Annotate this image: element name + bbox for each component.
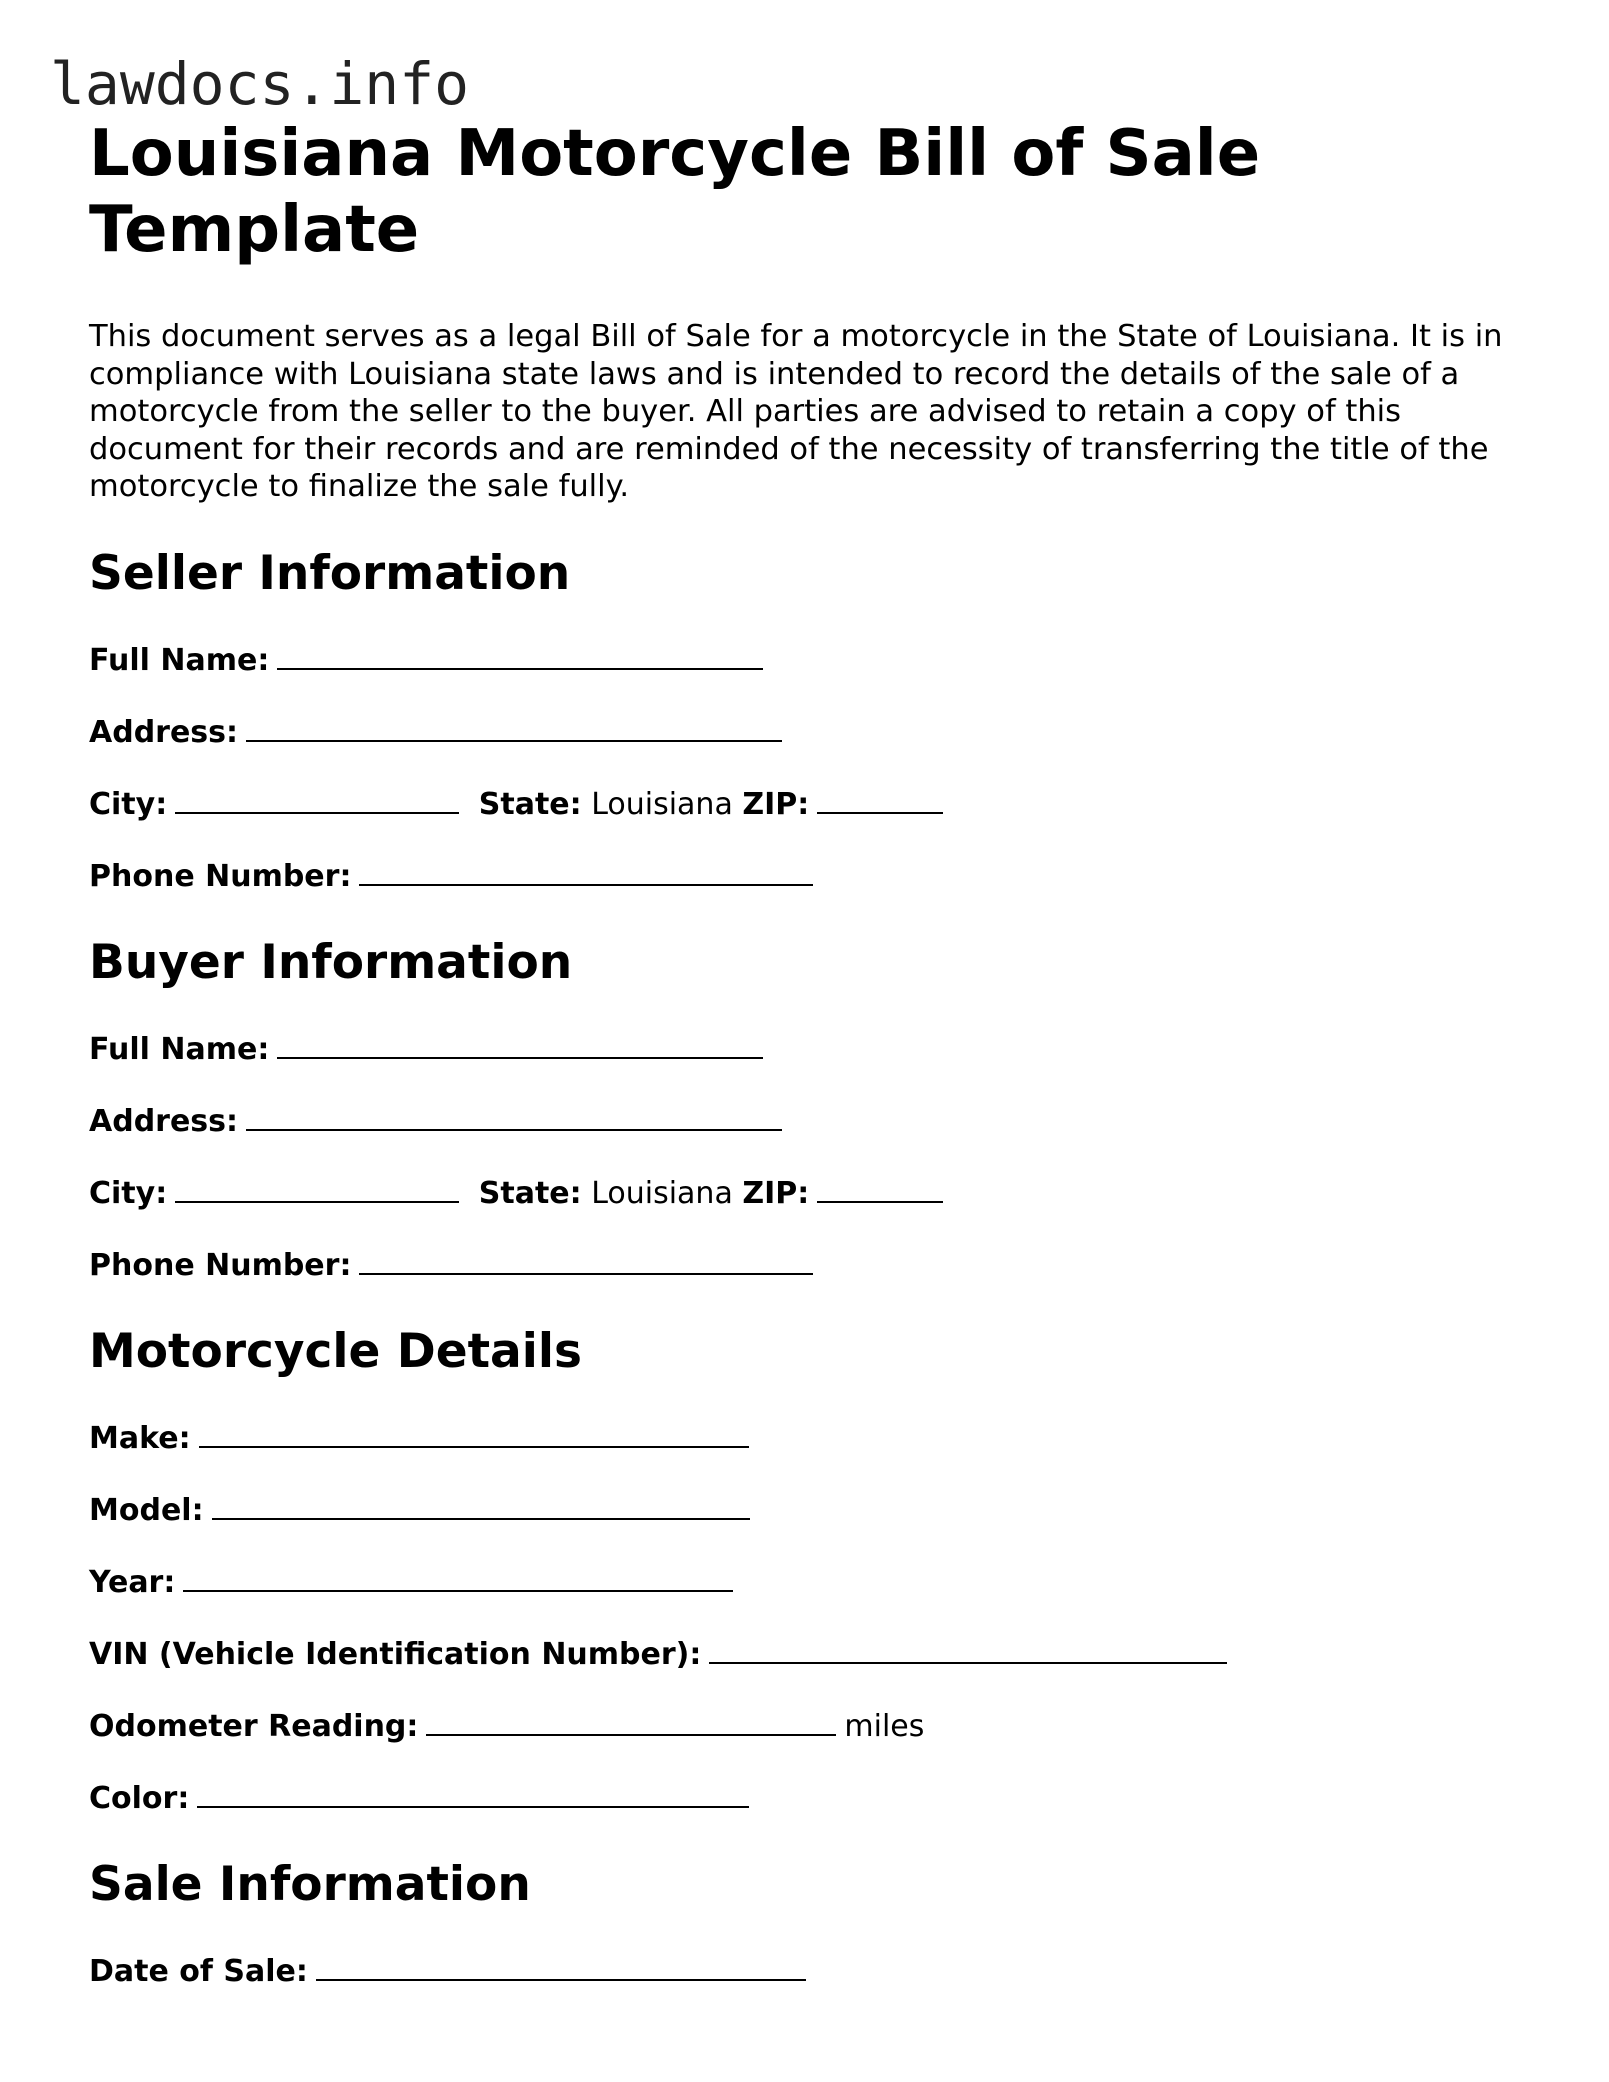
- make-blank[interactable]: [199, 1418, 749, 1448]
- motorcycle-heading: Motorcycle Details: [89, 1323, 582, 1379]
- seller-city-label: City:: [89, 786, 168, 822]
- odometer-field: [89, 1706, 1529, 1745]
- buyer-city-state-zip-field: [89, 1173, 1529, 1212]
- color-blank[interactable]: [197, 1778, 749, 1808]
- buyer-phone-blank[interactable]: [359, 1245, 813, 1275]
- seller-heading: Seller Information: [89, 545, 571, 601]
- sale-heading: Sale Information: [89, 1856, 531, 1912]
- buyer-state-value: Louisiana: [591, 1175, 733, 1211]
- buyer-full-name-field: [89, 1029, 1529, 1068]
- seller-address-label: Address:: [89, 714, 239, 750]
- seller-state-value: Louisiana: [591, 786, 733, 822]
- buyer-full-name-label: Full Name:: [89, 1031, 270, 1067]
- seller-full-name-blank[interactable]: [277, 640, 763, 670]
- intro-paragraph: This document serves as a legal Bill of Sale for a motorcycle in the State of Louisiana. It is in compliance with Louisiana state laws and is intended to record the details of the sale of a motorcycle from the seller to the buyer. All parties are advised to retain a copy of this document for their records and are reminded of the necessity of transferring the title of the motorcycle to finalize the sale fully.: [89, 319, 1503, 504]
- buyer-zip-blank[interactable]: [817, 1173, 943, 1203]
- model-field: [89, 1490, 1529, 1529]
- buyer-heading: Buyer Information: [89, 934, 573, 990]
- buyer-full-name-blank[interactable]: [277, 1029, 763, 1059]
- date-of-sale-label: Date of Sale:: [89, 1953, 308, 1989]
- document-title: Louisiana Motorcycle Bill of Sale Template: [89, 117, 1261, 267]
- year-field: [89, 1562, 1529, 1601]
- buyer-city-label: City:: [89, 1175, 168, 1211]
- vin-blank[interactable]: [709, 1634, 1227, 1664]
- seller-address-blank[interactable]: [246, 712, 782, 742]
- buyer-address-label: Address:: [89, 1103, 239, 1139]
- buyer-section: [89, 935, 1529, 1284]
- motorcycle-section: [89, 1324, 1529, 1817]
- buyer-address-field: [89, 1101, 1529, 1140]
- seller-phone-field: [89, 856, 1529, 895]
- year-label: Year:: [89, 1564, 176, 1600]
- seller-state-label: State:: [478, 786, 582, 822]
- seller-zip-label: ZIP:: [742, 786, 810, 822]
- buyer-city-blank[interactable]: [175, 1173, 459, 1203]
- vin-field: [89, 1634, 1529, 1673]
- odometer-unit: miles: [844, 1708, 925, 1744]
- watermark-logo: lawdocs.info: [50, 50, 470, 118]
- color-field: [89, 1778, 1529, 1817]
- make-label: Make:: [89, 1420, 191, 1456]
- sale-section: [89, 1857, 1529, 1990]
- seller-full-name-label: Full Name:: [89, 642, 270, 678]
- buyer-address-blank[interactable]: [246, 1101, 782, 1131]
- model-blank[interactable]: [212, 1490, 750, 1520]
- seller-section: [89, 546, 1529, 895]
- date-of-sale-field: [89, 1951, 1529, 1990]
- seller-phone-label: Phone Number:: [89, 858, 352, 894]
- seller-zip-blank[interactable]: [817, 784, 943, 814]
- buyer-state-label: State:: [478, 1175, 582, 1211]
- date-of-sale-blank[interactable]: [316, 1951, 806, 1981]
- year-blank[interactable]: [183, 1562, 733, 1592]
- seller-city-blank[interactable]: [175, 784, 459, 814]
- buyer-phone-label: Phone Number:: [89, 1247, 352, 1283]
- buyer-phone-field: [89, 1245, 1529, 1284]
- seller-full-name-field: [89, 640, 1529, 679]
- odometer-blank[interactable]: [426, 1706, 836, 1736]
- buyer-zip-label: ZIP:: [742, 1175, 810, 1211]
- odometer-label: Odometer Reading:: [89, 1708, 419, 1744]
- seller-phone-blank[interactable]: [359, 856, 813, 886]
- color-label: Color:: [89, 1780, 190, 1816]
- model-label: Model:: [89, 1492, 204, 1528]
- seller-city-state-zip-field: [89, 784, 1529, 823]
- seller-address-field: [89, 712, 1529, 751]
- document-page: [89, 116, 1529, 1990]
- make-field: [89, 1418, 1529, 1457]
- vin-label: VIN (Vehicle Identification Number):: [89, 1636, 702, 1672]
